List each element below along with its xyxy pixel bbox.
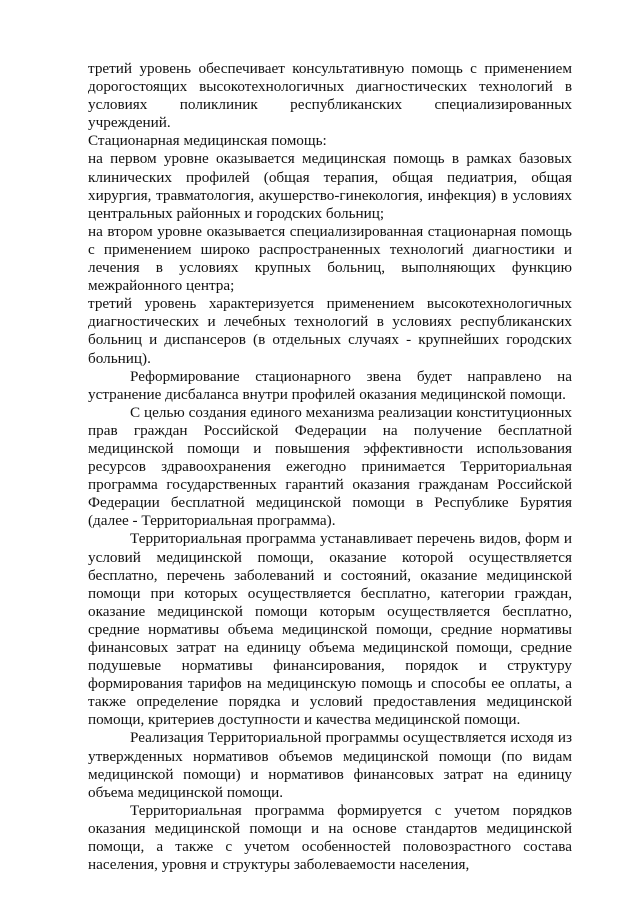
paragraph-reform: Реформирование стационарного звена будет направлено на устранение дисбаланса внутри профилей оказания медицинской помощи. <box>88 367 572 403</box>
paragraph-third-level-inpatient: третий уровень характеризуется применением высокотехнологичных диагностических и лечебных технологий в условиях республиканских больниц и диспансеров (в отдельных случаях - крупнейших городских больниц). <box>88 295 572 367</box>
paragraph-second-level: на втором уровне оказывается специализированная стационарная помощь с применением широко распространенных технологий диагностики и лечения в условиях крупных больниц, выполняющих функцию межрайонного центра; <box>88 222 572 295</box>
paragraph-program-formation: Территориальная программа формируется с учетом порядков оказания медицинской помощи и на основе стандартов медицинской помощи, а также с учетом особенностей половозрастного состава населения, уровня и структуры заболеваемости населения, <box>88 801 572 874</box>
paragraph-program-scope: Территориальная программа устанавливает перечень видов, форм и условий медицинской помощи, оказание которой осуществляется бесплатно, перечень заболеваний и состояний, оказание медицинской помощи при которых осуществляется бесплатно, категории граждан, оказание медицинской помощи которым осуществляется бесплатно, средние нормативы объема медицинской помощи, средние нормативы финансовых затрат на единицу объема медицинской помощи, средние подушевые нормативы финансирования, порядок и структуру формирования тарифов на медицинскую помощь и способы ее оплаты, а также определение порядка и условий предоставления медицинской помощи, критериев доступности и качества медицинской помощи. <box>88 530 572 729</box>
paragraph-mechanism: С целью создания единого механизма реализации конституционных прав граждан Российской Федерации на получение бесплатной медицинской помощи и повышения эффективности использования ресурсов здравоохранения ежегодно принимается Территориальная программа государственных гарантий оказания гражданам Российской Федерации бесплатной медицинской помощи в Республике Бурятия (далее - Территориальная программа). <box>88 403 572 530</box>
document-page <box>88 60 572 874</box>
paragraph-inpatient-heading: Стационарная медицинская помощь: <box>88 132 327 150</box>
paragraph-first-level: на первом уровне оказывается медицинская помощь в рамках базовых клинических профилей (общая терапия, общая педиатрия, общая хирургия, травматология, акушерство-гинекология, инфекция) в условиях центральных районных и городских больниц; <box>88 150 572 222</box>
paragraph-program-implementation: Реализация Территориальной программы осуществляется исходя из утвержденных нормативов объемов медицинской помощи (по видам медицинской помощи) и нормативов финансовых затрат на единицу объема медицинской помощи. <box>88 729 572 801</box>
paragraph-third-level-outpatient: третий уровень обеспечивает консультативную помощь с применением дорогостоящих высокотехнологичных диагностических технологий в условиях поликлиник республиканских специализированных учреждений. <box>88 60 572 132</box>
